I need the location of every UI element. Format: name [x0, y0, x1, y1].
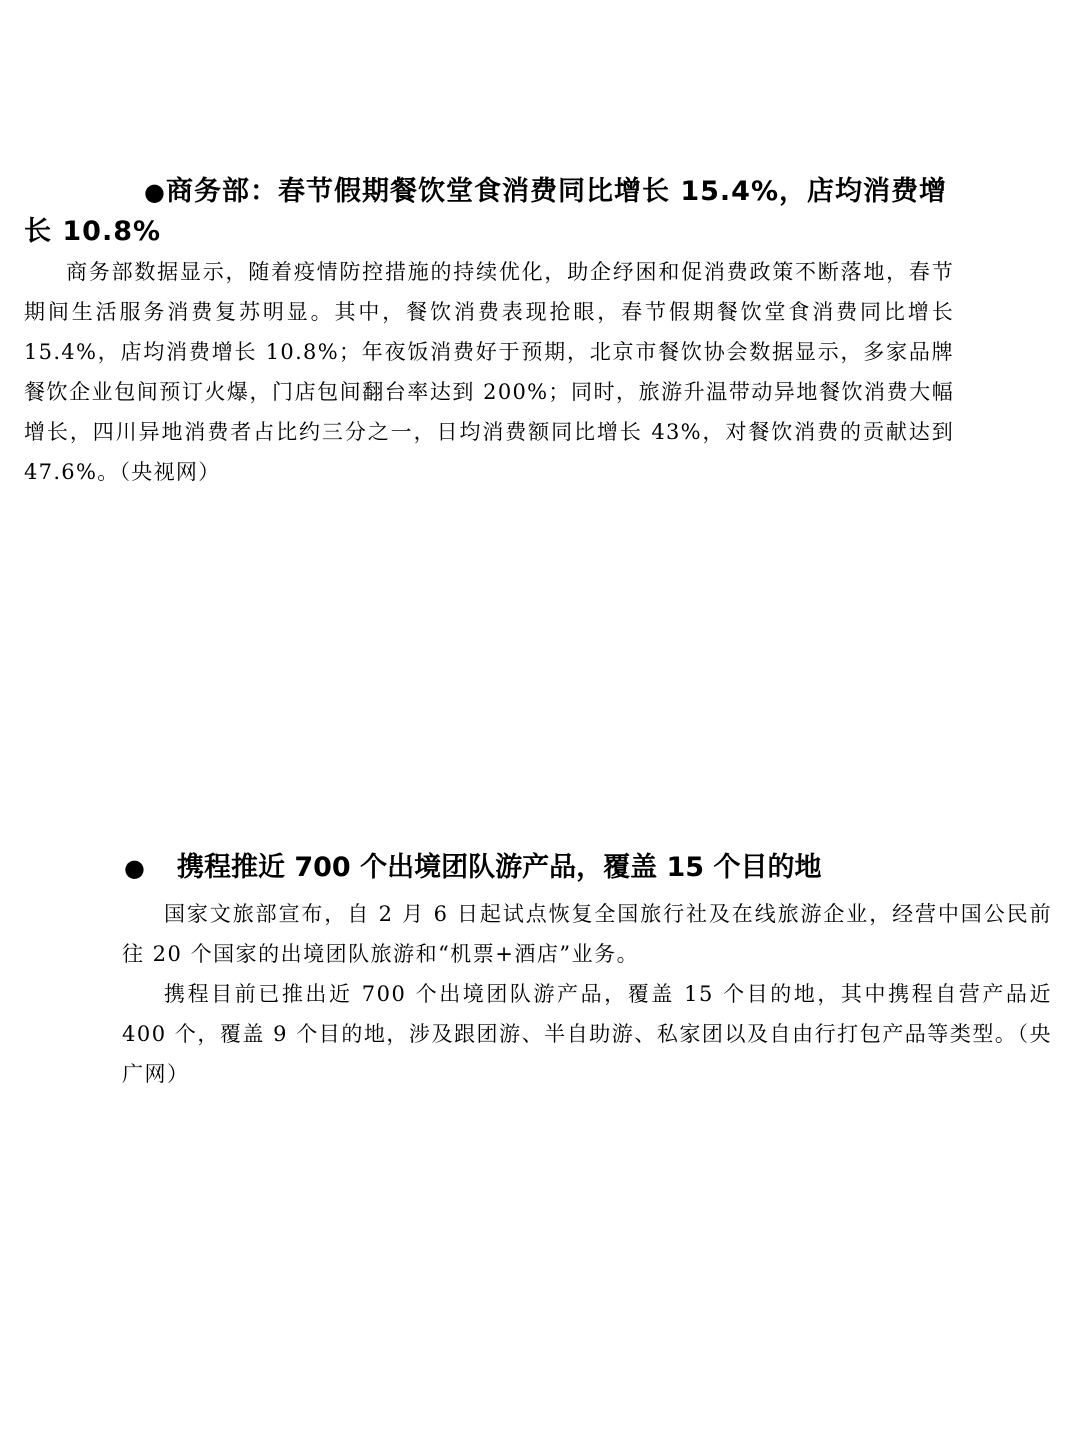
section-paragraph: 国家文旅部宣布，自 2 月 6 日起试点恢复全国旅行社及在线旅游企业，经营中国公民前往 20 个国家的出境团队旅游和“机票+酒店”业务。	[122, 902, 1052, 966]
heading-text: 商务部：春节假期餐饮堂食消费同比增长 15.4%，店均消费增长 10.8%	[24, 176, 948, 247]
bullet-icon: ●	[124, 854, 145, 882]
news-section-ctrip	[122, 848, 1052, 1094]
bullet-icon: ●	[144, 178, 166, 206]
heading-text: 携程推近 700 个出境团队游产品，覆盖 15 个目的地	[176, 852, 822, 883]
section-paragraph: 商务部数据显示，随着疫情防控措施的持续优化，助企纾困和促消费政策不断落地，春节期间生活服务消费复苏明显。其中，餐饮消费表现抢眼，春节假期餐饮堂食消费同比增长 15.4%，店均消费增长 10.8%；年夜饭消费好于预期，北京市餐饮协会数据显示，多家品牌餐饮企业包间预订火爆，门店包间翻台率达到 200%；同时，旅游升温带动异地餐饮消费大幅增长，四川异地消费者占比约三分之一，日均消费额同比增长 43%，对餐饮消费的贡献达到 47.6%。（央视网）	[24, 260, 954, 484]
section-paragraph: 携程目前已推出近 700 个出境团队游产品，覆盖 15 个目的地，其中携程自营产品近 400 个，覆盖 9 个目的地，涉及跟团游、半自助游、私家团以及自由行打包产品等类型。（央广网）	[122, 982, 1052, 1086]
section-heading	[122, 848, 1052, 888]
news-section-commerce-ministry	[24, 172, 954, 492]
section-heading	[24, 172, 954, 252]
